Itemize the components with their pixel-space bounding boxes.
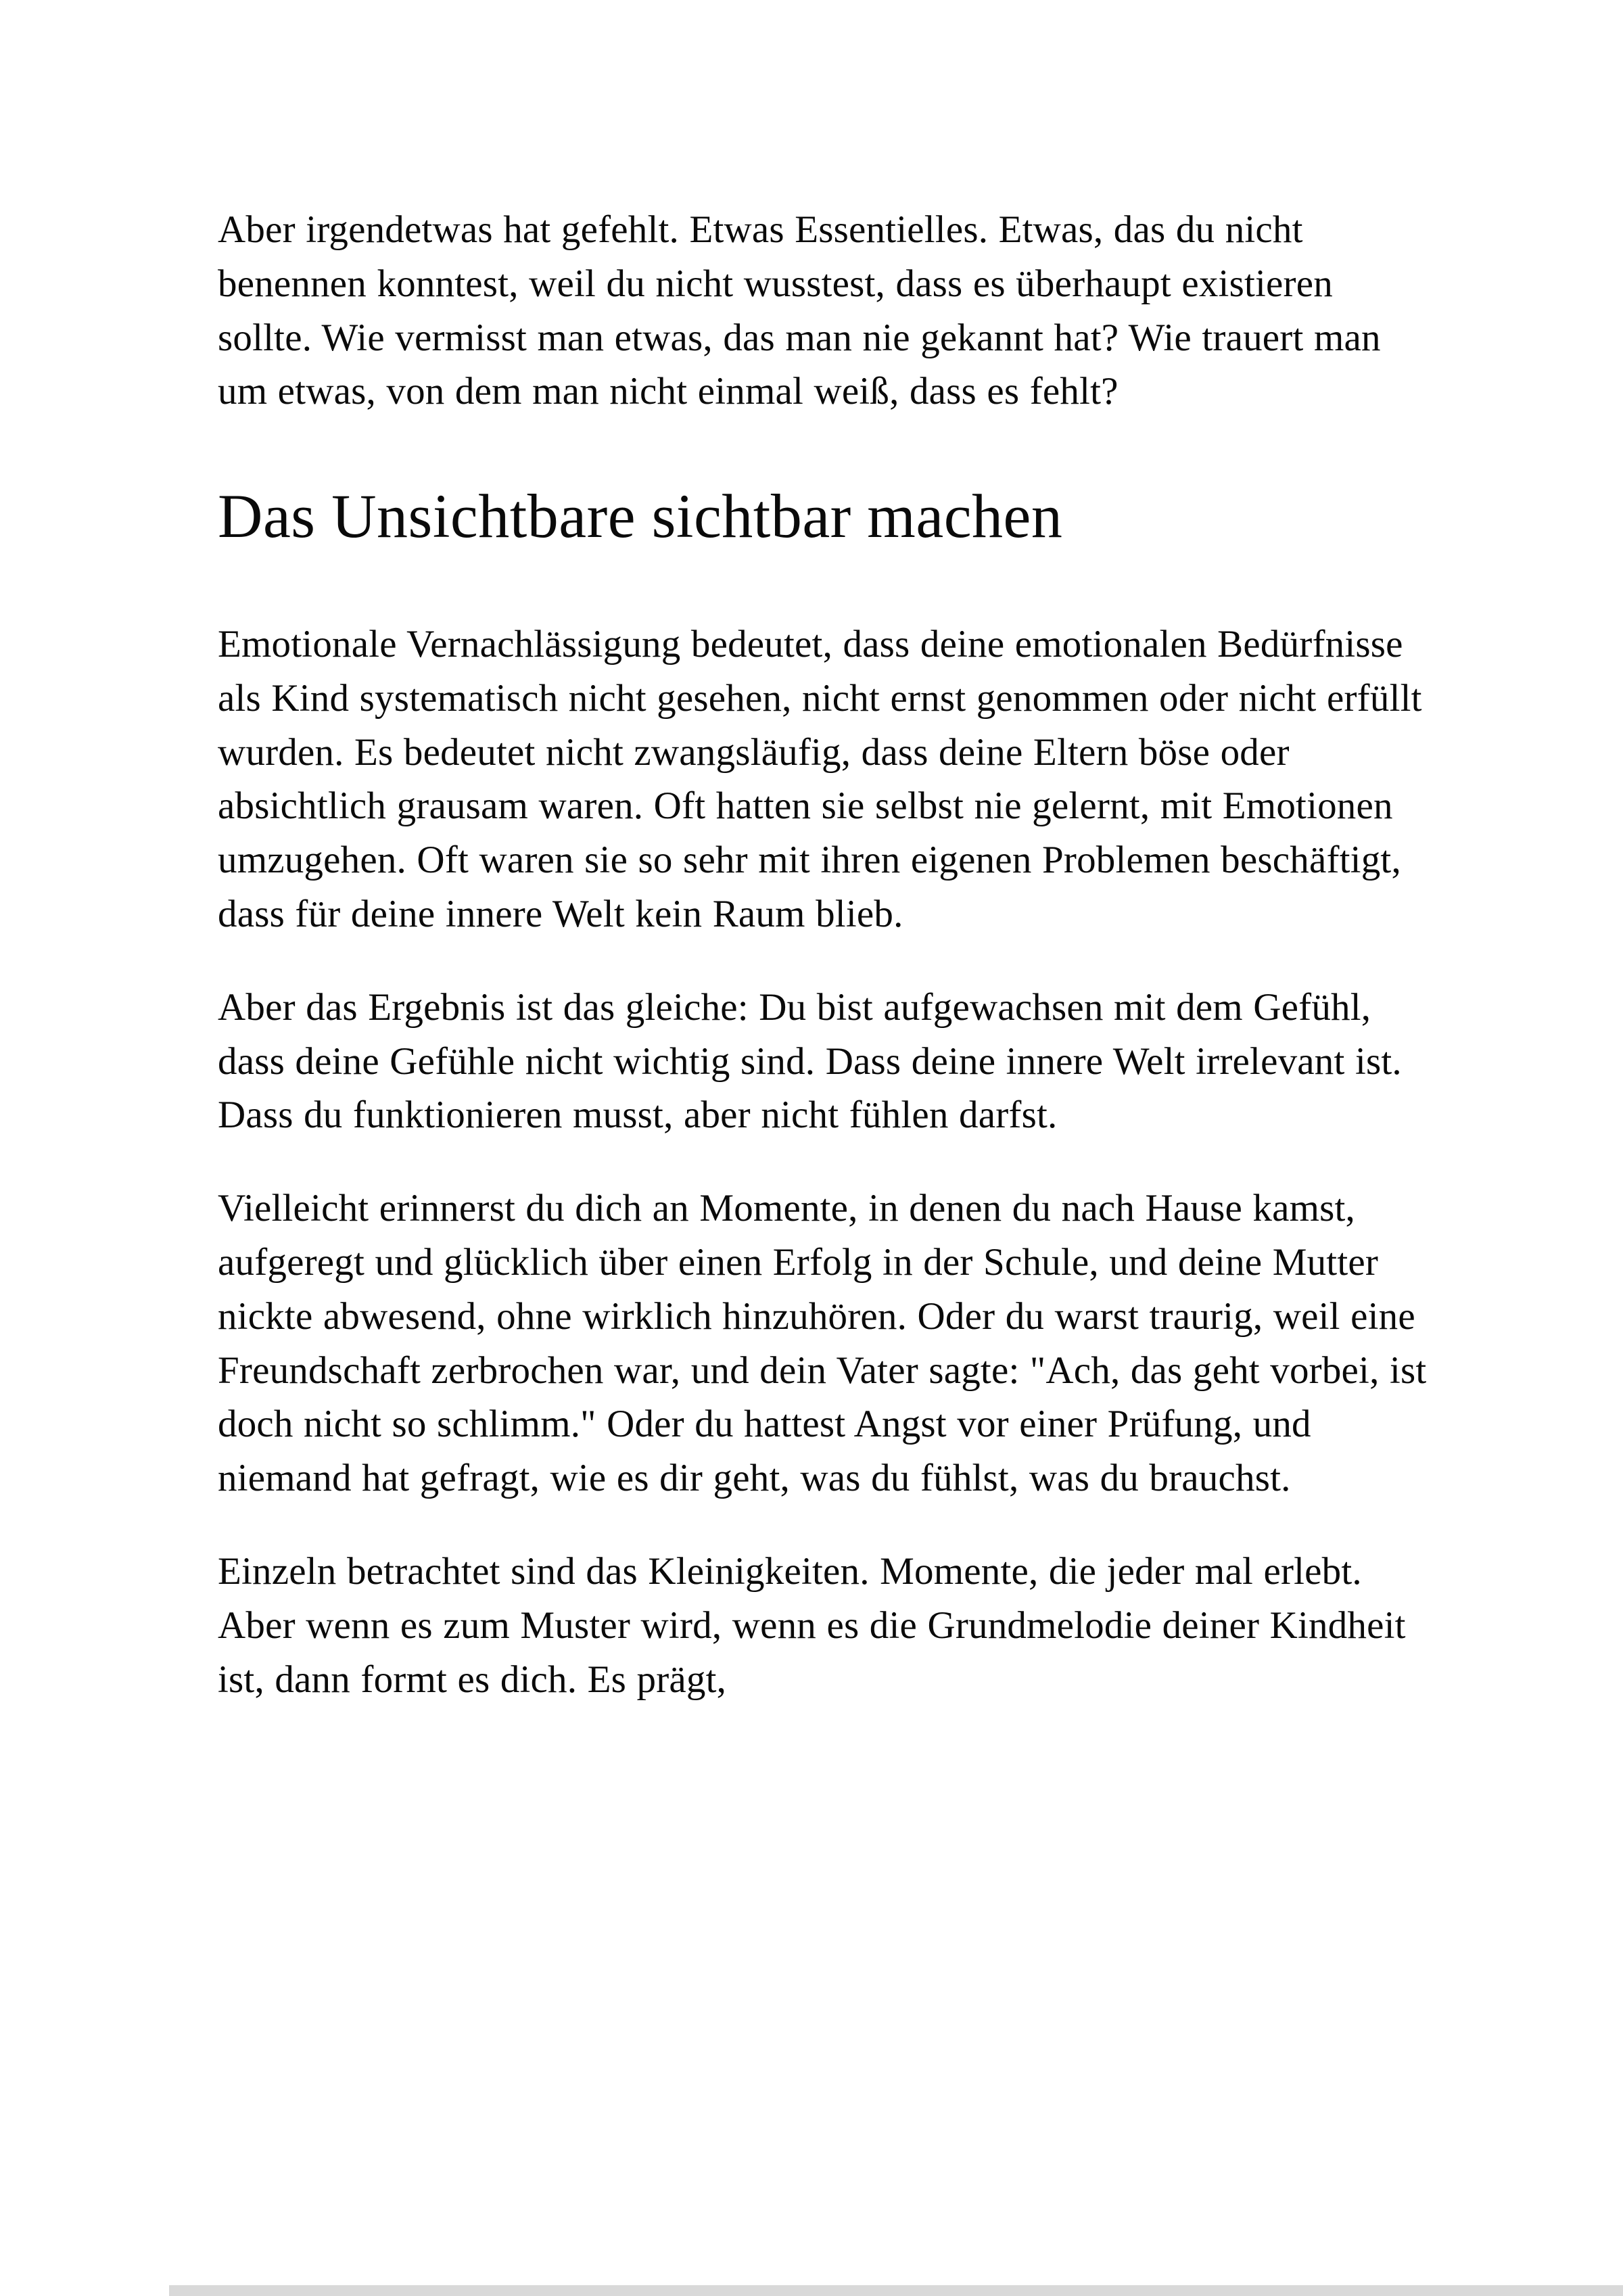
body-paragraph: Vielleicht erinnerst du dich an Momente, in denen du nach Hause kamst, aufgeregt und glücklich über einen Erfolg in der Schule, und deine Mutter nickte abwesend, ohne wirklich hinzuhören. Oder du warst traurig, weil eine Freundschaft zerbrochen war, und dein Vater sagte: "Ach, das geht vorbei, ist doch nicht so schlimm." Oder du hattest Angst vor einer Prüfung, und niemand hat gefragt, wie es dir geht, was du fühlst, was du brauchst. [218, 1187, 1427, 1500]
bottom-scrollbar[interactable] [169, 2285, 1623, 2296]
body-paragraph: Einzeln betrachtet sind das Kleinigkeiten. Momente, die jeder mal erlebt. Aber wenn es zum Muster wird, wenn es die Grundmelodie deiner Kindheit ist, dann formt es dich. Es prägt, [218, 1549, 1406, 1701]
section-heading: Das Unsichtbare sichtbar machen [218, 482, 1063, 551]
body-paragraph: Aber das Ergebnis ist das gleiche: Du bist aufgewachsen mit dem Gefühl, dass deine Gefühle nicht wichtig sind. Dass deine innere Welt irrelevant ist. Dass du funktionieren musst, aber nicht fühlen darfst. [218, 985, 1402, 1137]
intro-paragraph: Aber irgendetwas hat gefehlt. Etwas Essentielles. Etwas, das du nicht benennen konntest, weil du nicht wusstest, dass es überhaupt existieren sollte. Wie vermisst man etwas, das man nie gekannt hat? Wie trauert man um etwas, von dem man nicht einmal weiß, dass es fehlt? [218, 208, 1381, 413]
body-paragraph: Emotionale Vernachlässigung bedeutet, dass deine emotionalen Bedürfnisse als Kind systematisch nicht gesehen, nicht ernst genommen oder nicht erfüllt wurden. Es bedeutet nicht zwangsläufig, dass deine Eltern böse oder absichtlich grausam waren. Oft hatten sie selbst nie gelernt, mit Emotionen umzugehen. Oft waren sie so sehr mit ihren eigenen Problemen beschäftigt, dass für deine innere Welt kein Raum blieb. [218, 622, 1422, 935]
text-column [218, 203, 1428, 1746]
